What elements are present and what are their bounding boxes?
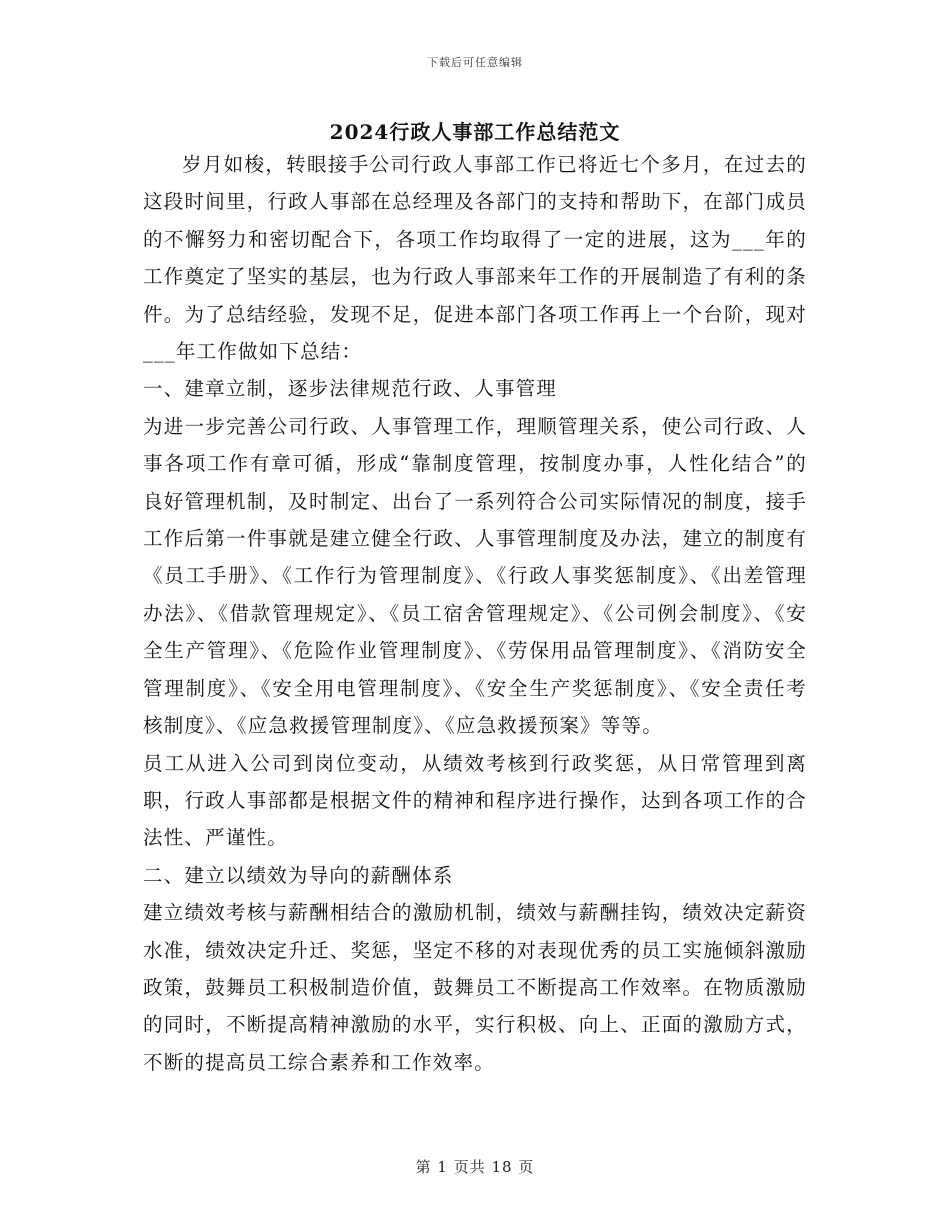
- paragraph-compensation: 建立绩效考核与薪酬相结合的激励机制，绩效与薪酬挂钩，绩效决定薪资水准，绩效决定升迁、奖惩，坚定不移的对表现优秀的员工实施倾斜激励政策，鼓舞员工积极制造价值，鼓舞员工不断提高工作效率。在物质激励的同时，不断提高精神激励的水平，实行积极、向上、正面的激励方式，不断的提高员工综合素养和工作效率。: [143, 901, 807, 1074]
- document-body: [143, 146, 807, 1081]
- document-title: 2024行政人事部工作总结范文: [329, 120, 621, 144]
- section-heading-2: 二、建立以绩效为导向的薪酬体系: [143, 863, 454, 887]
- paragraph-intro: 岁月如梭，转眼接手公司行政人事部工作已将近七个多月，在过去的这段时间里，行政人事部在总经理及各部门的支持和帮助下，在部门成员的不懈努力和密切配合下，各项工作均取得了一定的进展，这为___年的工作奠定了坚实的基层，也为行政人事部来年工作的开展制造了有利的条件。为了总结经验，发现不足，促进本部门各项工作再上一个台阶，现对___年工作做如下总结：: [143, 153, 807, 364]
- section-heading-1: 一、建章立制，逐步法律规范行政、人事管理: [143, 377, 558, 401]
- header-note: 下载后可任意编辑: [427, 56, 523, 69]
- paragraph-regulations: 为进一步完善公司行政、人事管理工作，理顺管理关系，使公司行政、人事各项工作有章可循，形成“靠制度管理，按制度办事，人性化结合”的良好管理机制，及时制定、出台了一系列符合公司实际情况的制度，接手工作后第一件事就是建立健全行政、人事管理制度及办法，建立的制度有《员工手册》、《工作行为管理制度》、《行政人事奖惩制度》、《出差管理办法》、《借款管理规定》、《员工宿舍管理规定》、《公司例会制度》、《安全生产管理》、《危险作业管理制度》、《劳保用品管理制度》、《消防安全管理制度》、《安全用电管理制度》、《安全生产奖惩制度》、《安全责任考核制度》、《应急救援管理制度》、《应急救援预案》等等。: [143, 414, 807, 738]
- paragraph-procedures: 员工从进入公司到岗位变动，从绩效考核到行政奖惩，从日常管理到离职，行政人事部都是根据文件的精神和程序进行操作，达到各项工作的合法性、严谨性。: [143, 751, 807, 850]
- page-number: 第 1 页共 18 页: [415, 1158, 535, 1176]
